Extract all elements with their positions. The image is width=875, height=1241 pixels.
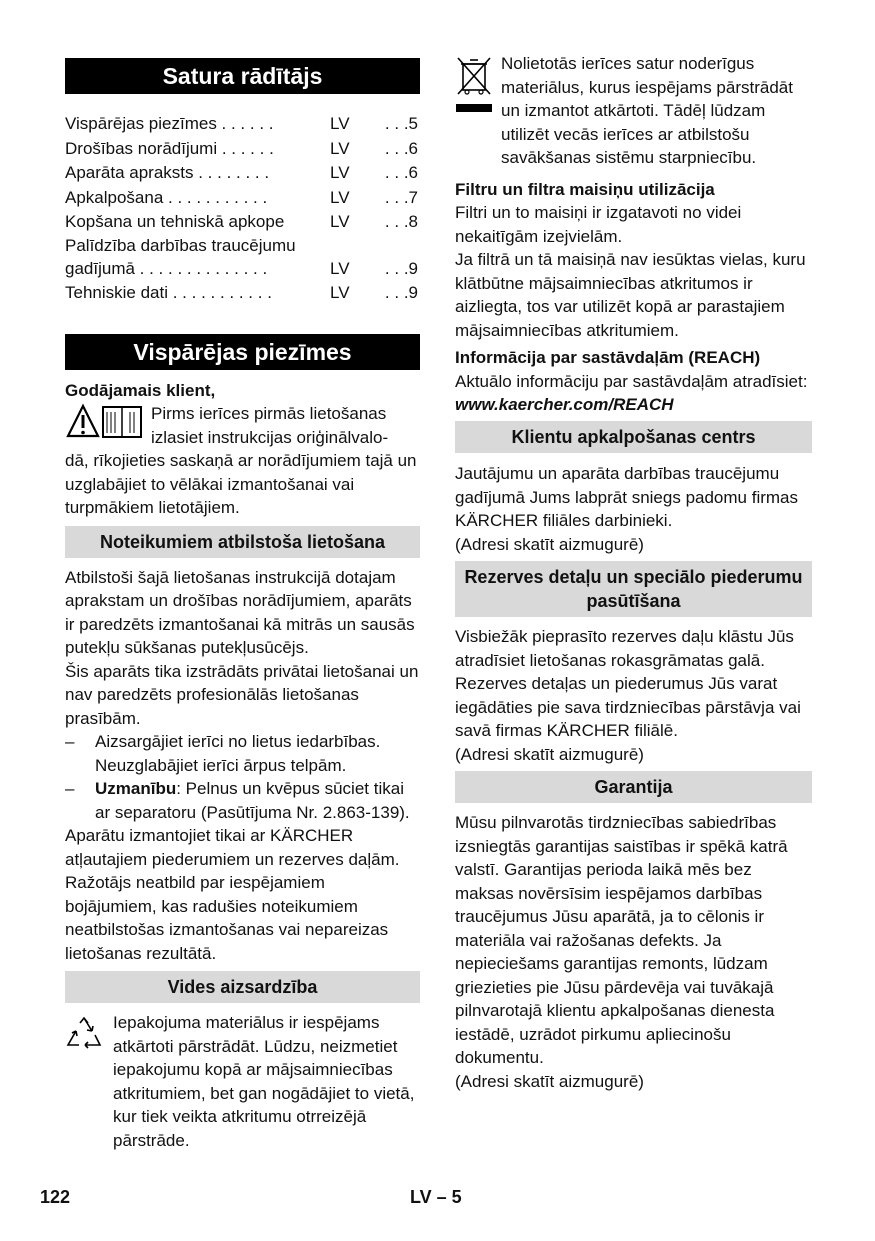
toc-page: . . .9 bbox=[384, 283, 418, 302]
toc-title-line1: Palīdzība darbības traucējumu bbox=[65, 235, 296, 255]
page-number: 122 bbox=[40, 1187, 71, 1207]
toc-row[interactable] bbox=[65, 210, 420, 235]
disposal-text: Nolietotās ierīces satur noderīgus materiālus, kurus iespējams pārstrādāt un izmantot atkārtoti. Tādēļ lūdzam utilizēt vecās ierīces ar atbilstošu savākšanas sistēmu starpniecību. bbox=[501, 54, 793, 167]
intended-use-p3: Aparātu izmantojiet tikai ar KÄRCHER atļautajiem piederumiem un rezerves daļām. Ražotājs neatbild par iespējamiem bojājumiem, kas radušies noteikumiem neatbilstošas izmantošanas vai nepareizas lietošanas rezultātā. bbox=[65, 826, 400, 963]
crossed-bin-icon bbox=[455, 54, 493, 119]
bullet-text bbox=[95, 777, 420, 824]
toc-lang: LV bbox=[330, 258, 350, 278]
warranty-heading: Garantija bbox=[455, 771, 812, 803]
toc-page: . . .7 bbox=[384, 187, 418, 207]
toc-lang: LV bbox=[330, 114, 350, 133]
greeting: Godājamais klient, bbox=[65, 380, 216, 400]
filter-p2: Ja filtrā un tā maisiņā nav iesūktas vielas, kuru klātbūtne mājsaimniecības atkritumos ir aizliegta, tos var utilizēt kopā ar parastajiem mājsaimniecības atkritumiem. bbox=[455, 250, 806, 340]
toc-row[interactable] bbox=[65, 186, 420, 211]
toc-row[interactable] bbox=[65, 161, 420, 186]
warning-read-manual-icon bbox=[65, 402, 145, 447]
intended-use-heading: Noteikumiem atbilstoša lietošana bbox=[65, 526, 420, 558]
list-item bbox=[65, 730, 420, 777]
toc-page: . . .5 bbox=[384, 114, 418, 133]
toc-title: Tehniskie dati . . . . . . . . . . . bbox=[65, 283, 272, 302]
toc-page: . . .6 bbox=[384, 138, 418, 158]
toc-title: Vispārējas piezīmes . . . . . . bbox=[65, 114, 274, 133]
warning-line-2: izlasiet instrukcijas oriģinālvalo- bbox=[151, 427, 389, 447]
warranty-text: Mūsu pilnvarotās tirdzniecības sabiedrības izsniegtās garantijas saistības ir spēkā katrā valstī. Garantijas perioda laikā mēs bez maksas novērsīsim iespējamos darbības traucējumus Jūsu aparātā, ja to cēlonis ir materiāla vai ražošanas defekts. Ja nepieciešams garantijas remonts, lūdzam griezieties pie Jūsu pārdevēja vai tuvākajā pilnvarotajā klientu apkalpošanas dienesta iestādē, uzrādot pirkumu apliecinošu dokumentu. bbox=[455, 813, 788, 1067]
reach-heading: Informācija par sastāvdaļām (REACH) bbox=[455, 348, 761, 367]
spare-parts-heading: Rezerves detaļu un speciālo piederumu pasūtīšana bbox=[455, 561, 812, 617]
spare-parts-p2: Rezerves detaļas un piederumus Jūs varat iegādāties pie sava tirdzniecības pārstāvja vai savā firmas KÄRCHER filiālē. bbox=[455, 674, 801, 740]
service-address: (Adresi skatīt aizmugurē) bbox=[455, 534, 644, 554]
table-of-contents bbox=[65, 112, 420, 306]
recycle-text: Iepakojuma materiālus ir iespējams atkārtoti pārstrādāt. Lūdzu, neizmetiet iepakojumu kopā ar mājsaimniecības atkritumiem, bet gan nogādājiet to vietā, kur tiek veikta atkritumu otrreizējā pārstrāde. bbox=[113, 1013, 415, 1150]
bullet-rest: : Pelnus un kvēpus sūciet tikai ar separatoru (Pasūtījuma Nr. 2.863-139). bbox=[95, 779, 410, 822]
toc-title: Aparāta apraksts . . . . . . . . bbox=[65, 163, 270, 182]
warning-text: dā, rīkojieties saskaņā ar norādījumiem tajā un uzglabājiet to vēlākai izmantošanai vai turpmākiem lietotājiem. bbox=[65, 451, 417, 517]
toc-page: . . .6 bbox=[384, 163, 418, 182]
toc-lang: LV bbox=[330, 163, 350, 182]
toc-row[interactable] bbox=[65, 137, 420, 162]
environment-heading: Vides aizsardzība bbox=[65, 971, 420, 1003]
toc-row[interactable] bbox=[65, 235, 420, 282]
spare-parts-address: (Adresi skatīt aizmugurē) bbox=[455, 744, 644, 764]
spare-parts-p1: Visbiežāk pieprasīto rezerves daļu klāstu Jūs atradīsiet lietošanas rokasgrāmatas galā. bbox=[455, 627, 794, 670]
intended-use-p1: Atbilstoši šajā lietošanas instrukcijā dotajam aprakstam un drošības norādījumiem, aparāts ir paredzēts izmantošanai kā mitrās un sausās putekļu sūkšanas putekļusūcējs. bbox=[65, 567, 415, 657]
intended-use-p2: Šis aparāts tika izstrādāts privātai lietošanai un nav paredzēts profesionālās lietošanas prasībām. bbox=[65, 661, 419, 728]
disposal-block bbox=[455, 52, 812, 170]
list-item bbox=[65, 777, 420, 824]
bullet-text: Aizsargājiet ierīci no lietus iedarbības. Neuzglabājiet ierīci ārpus telpām. bbox=[95, 732, 381, 775]
toc-lang: LV bbox=[330, 187, 350, 207]
left-column bbox=[65, 52, 420, 1152]
dash-bullet: – bbox=[65, 732, 75, 751]
toc-row[interactable] bbox=[65, 112, 420, 137]
warranty-address: (Adresi skatīt aizmugurē) bbox=[455, 1071, 644, 1091]
toc-row[interactable] bbox=[65, 281, 420, 306]
reach-text: Aktuālo informāciju par sastāvdaļām atradīsiet: bbox=[455, 371, 808, 391]
general-heading: Vispārējas piezīmes bbox=[65, 334, 420, 370]
warning-line-1: Pirms ierīces pirmās lietošanas bbox=[151, 404, 387, 423]
toc-title: Apkalpošana . . . . . . . . . . . bbox=[65, 187, 268, 207]
reach-link[interactable]: www.kaercher.com/REACH bbox=[455, 395, 674, 414]
toc-lang: LV bbox=[330, 283, 350, 302]
toc-title: Kopšana un tehniskā apkope bbox=[65, 212, 285, 231]
right-column bbox=[455, 52, 812, 1093]
toc-title: gadījumā . . . . . . . . . . . . . . bbox=[65, 258, 268, 278]
filter-heading: Filtru un filtra maisiņu utilizācija bbox=[455, 179, 715, 199]
toc-page: . . .9 bbox=[384, 258, 418, 278]
recycle-icon bbox=[65, 1015, 103, 1054]
service-heading: Klientu apkalpošanas centrs bbox=[455, 421, 812, 453]
toc-lang: LV bbox=[330, 138, 350, 158]
dash-bullet: – bbox=[65, 779, 75, 798]
toc-heading: Satura rādītājs bbox=[65, 58, 420, 94]
toc-page: . . .8 bbox=[384, 212, 418, 231]
toc-title: Drošības norādījumi . . . . . . bbox=[65, 138, 274, 158]
language-page-indicator: LV – 5 bbox=[410, 1187, 462, 1207]
service-text: Jautājumu un aparāta darbības traucējumu gadījumā Jums labprāt sniegs padomu firmas KÄRCHER filiāles darbinieki. bbox=[455, 464, 798, 530]
filter-p1: Filtri un to maisiņi ir izgatavoti no videi nekaitīgām izejvielām. bbox=[455, 203, 742, 246]
toc-lang: LV bbox=[330, 212, 350, 231]
bullet-bold: Uzmanību bbox=[95, 779, 177, 798]
warning-block bbox=[65, 402, 420, 520]
recycle-block bbox=[65, 1011, 420, 1152]
